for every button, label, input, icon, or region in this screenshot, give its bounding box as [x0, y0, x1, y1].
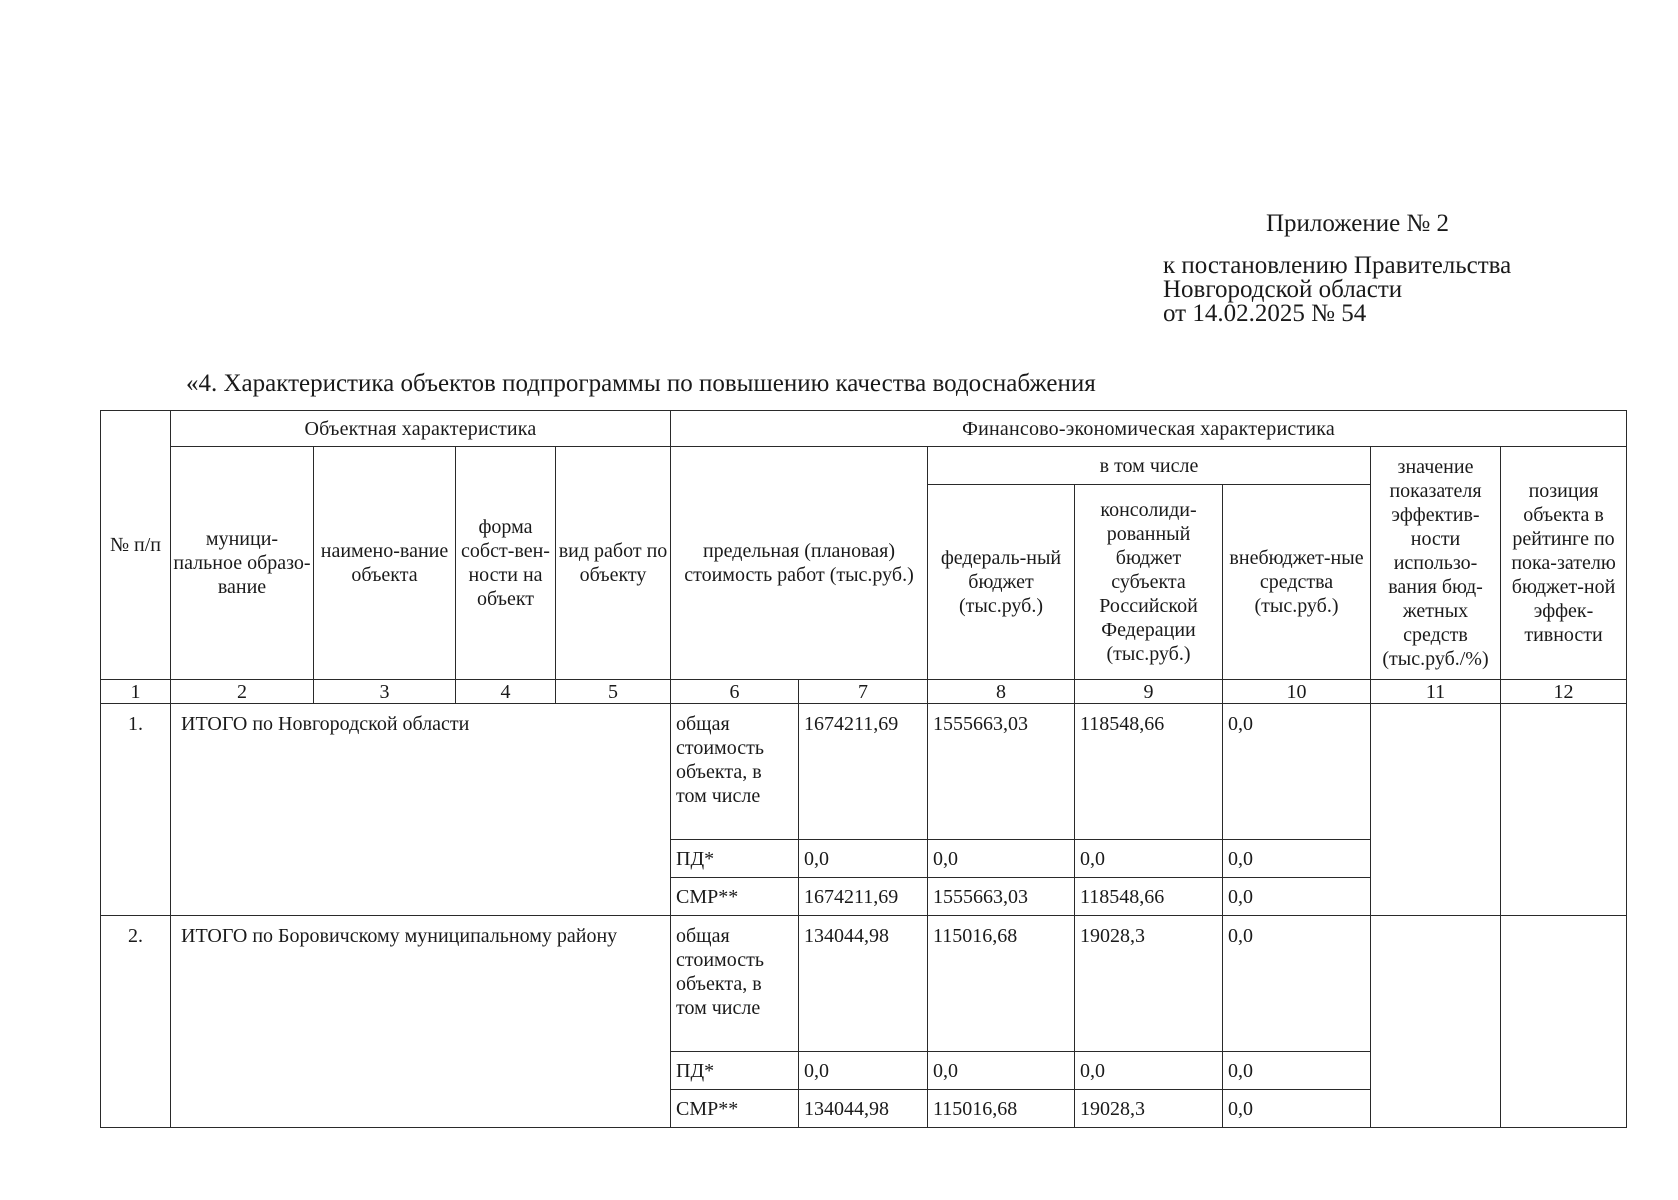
row-pd-cost: 0,0 — [799, 840, 928, 878]
row-total-label: общая стоимость объекта, в том числе — [671, 704, 799, 840]
header-federal: федераль-ный бюджет (тыс.руб.) — [928, 485, 1075, 680]
row-pd-extra: 0,0 — [1223, 1052, 1371, 1090]
row-smr-label: СМР** — [671, 1090, 799, 1128]
row-total-federal: 115016,68 — [928, 916, 1075, 1052]
row-smr-extra: 0,0 — [1223, 1090, 1371, 1128]
column-number: 10 — [1223, 680, 1371, 704]
table-row — [101, 704, 1627, 840]
table-row — [101, 916, 1627, 1052]
row-total-label: общая стоимость объекта, в том числе — [671, 916, 799, 1052]
row-pd-federal: 0,0 — [928, 1052, 1075, 1090]
row-total-extra: 0,0 — [1223, 704, 1371, 840]
header-extrabudget: внебюджет-ные средства (тыс.руб.) — [1223, 485, 1371, 680]
row-pd-regional: 0,0 — [1075, 1052, 1223, 1090]
column-number: 8 — [928, 680, 1075, 704]
row-smr-label: СМР** — [671, 878, 799, 916]
header-including: в том числе — [928, 447, 1371, 485]
objects-table — [100, 410, 1627, 1128]
column-number-row — [101, 680, 1627, 704]
appendix-line-1: к постановлению Правительства — [1163, 252, 1512, 279]
column-number: 2 — [171, 680, 314, 704]
row-pd-label: ПД* — [671, 1052, 799, 1090]
header-object-group: Объектная характеристика — [171, 411, 671, 447]
column-number: 1 — [101, 680, 171, 704]
row-total-cost: 1674211,69 — [799, 704, 928, 840]
row-pd-cost: 0,0 — [799, 1052, 928, 1090]
row-efficiency — [1371, 916, 1501, 1128]
row-smr-extra: 0,0 — [1223, 878, 1371, 916]
row-smr-federal: 1555663,03 — [928, 878, 1075, 916]
header-finance-group: Финансово-экономическая характеристика — [671, 411, 1627, 447]
row-smr-cost: 134044,98 — [799, 1090, 928, 1128]
row-efficiency — [1371, 704, 1501, 916]
row-total-regional: 19028,3 — [1075, 916, 1223, 1052]
row-rating — [1501, 704, 1627, 916]
row-total-federal: 1555663,03 — [928, 704, 1075, 840]
row-pd-label: ПД* — [671, 840, 799, 878]
header-rating: позиция объекта в рейтинге по пока-зателю бюджет-ной эффек-тивности — [1501, 447, 1627, 680]
appendix-title: Приложение № 2 — [1266, 210, 1450, 237]
appendix-line-3: от 14.02.2025 № 54 — [1163, 300, 1367, 327]
column-number: 12 — [1501, 680, 1627, 704]
column-number: 11 — [1371, 680, 1501, 704]
header-regional: консолиди-рованный бюджет субъекта Российской Федерации (тыс.руб.) — [1075, 485, 1223, 680]
row-pd-federal: 0,0 — [928, 840, 1075, 878]
table-title: «4. Характеристика объектов подпрограммы по повышению качества водоснабжения — [186, 370, 1096, 397]
column-number: 5 — [556, 680, 671, 704]
row-total-cost: 134044,98 — [799, 916, 928, 1052]
row-pd-extra: 0,0 — [1223, 840, 1371, 878]
column-number: 4 — [456, 680, 556, 704]
row-name: ИТОГО по Боровичскому муниципальному району — [171, 916, 671, 1128]
header-ownership: форма собст-вен-ности на объект — [456, 447, 556, 680]
row-smr-regional: 118548,66 — [1075, 878, 1223, 916]
header-municipality: муници-пальное образо-вание — [171, 447, 314, 680]
header-cost: предельная (плановая) стоимость работ (тыс.руб.) — [671, 447, 928, 680]
header-work-type: вид работ по объекту — [556, 447, 671, 680]
appendix-block — [1163, 212, 1583, 326]
appendix-line-2: Новгородской области — [1163, 276, 1403, 303]
row-smr-federal: 115016,68 — [928, 1090, 1075, 1128]
row-pd-regional: 0,0 — [1075, 840, 1223, 878]
row-smr-regional: 19028,3 — [1075, 1090, 1223, 1128]
header-num: № п/п — [101, 411, 171, 680]
header-efficiency: значение показателя эффектив-ности использо-вания бюд-жетных средств (тыс.руб./%) — [1371, 447, 1501, 680]
row-number: 1. — [101, 704, 171, 916]
row-total-regional: 118548,66 — [1075, 704, 1223, 840]
header-object-name: наимено-вание объекта — [314, 447, 456, 680]
column-number: 3 — [314, 680, 456, 704]
column-number: 7 — [799, 680, 928, 704]
row-smr-cost: 1674211,69 — [799, 878, 928, 916]
row-total-extra: 0,0 — [1223, 916, 1371, 1052]
row-name: ИТОГО по Новгородской области — [171, 704, 671, 916]
column-number: 6 — [671, 680, 799, 704]
row-rating — [1501, 916, 1627, 1128]
row-number: 2. — [101, 916, 171, 1128]
column-number: 9 — [1075, 680, 1223, 704]
